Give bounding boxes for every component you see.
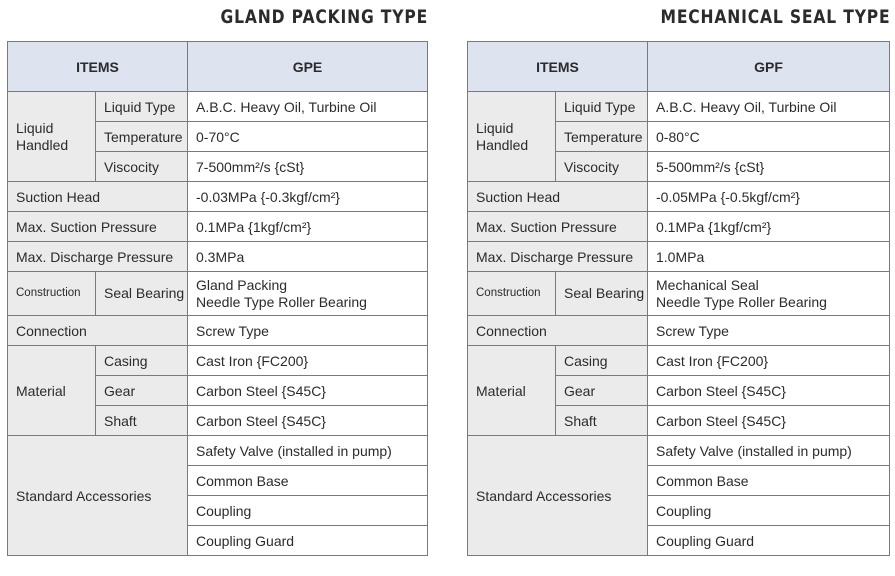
max-discharge-value: 0.3MPa bbox=[188, 242, 428, 272]
viscosity-label: Viscocity bbox=[556, 152, 648, 182]
items-header: ITEMS bbox=[8, 42, 188, 92]
table-row bbox=[468, 182, 890, 212]
table-row bbox=[468, 212, 890, 242]
spec-table bbox=[7, 41, 428, 556]
connection-label: Connection bbox=[8, 316, 188, 346]
table-row bbox=[468, 272, 890, 316]
viscosity-value: 7-500mm²/s {cSt} bbox=[188, 152, 428, 182]
max-suction-label: Max. Suction Pressure bbox=[8, 212, 188, 242]
max-suction-value: 0.1MPa {1kgf/cm²} bbox=[648, 212, 890, 242]
standard-accessories-label: Standard Accessories bbox=[468, 436, 648, 556]
material-label: Material bbox=[468, 346, 556, 436]
table-row bbox=[8, 436, 428, 466]
table-heading: MECHANICAL SEAL TYPE bbox=[659, 6, 890, 28]
bearing-value: Needle Type Roller Bearing bbox=[196, 293, 367, 310]
accessory-item: Coupling Guard bbox=[188, 526, 428, 556]
table-heading: GLAND PACKING TYPE bbox=[220, 6, 428, 28]
shaft-value: Carbon Steel {S45C} bbox=[188, 406, 428, 436]
temperature-label: Temperature bbox=[556, 122, 648, 152]
liquid-handled-label: Liquid Handled bbox=[8, 92, 96, 182]
table-row bbox=[468, 92, 890, 122]
seal-bearing-label: Seal Bearing bbox=[96, 272, 188, 316]
table-row bbox=[8, 316, 428, 346]
model-header: GPF bbox=[648, 42, 890, 92]
seal-value: Mechanical Seal bbox=[656, 276, 759, 293]
table-row bbox=[468, 346, 890, 376]
model-header: GPE bbox=[188, 42, 428, 92]
max-discharge-value: 1.0MPa bbox=[648, 242, 890, 272]
gear-value: Carbon Steel {S45C} bbox=[188, 376, 428, 406]
casing-value: Cast Iron {FC200} bbox=[648, 346, 890, 376]
shaft-label: Shaft bbox=[96, 406, 188, 436]
temperature-value: 0-70°C bbox=[188, 122, 428, 152]
accessory-item: Common Base bbox=[188, 466, 428, 496]
gear-label: Gear bbox=[556, 376, 648, 406]
connection-value: Screw Type bbox=[648, 316, 890, 346]
suction-head-label: Suction Head bbox=[8, 182, 188, 212]
casing-value: Cast Iron {FC200} bbox=[188, 346, 428, 376]
seal-bearing-value bbox=[188, 272, 428, 316]
accessory-item: Safety Valve (installed in pump) bbox=[188, 436, 428, 466]
seal-bearing-label: Seal Bearing bbox=[556, 272, 648, 316]
viscosity-value: 5-500mm²/s {cSt} bbox=[648, 152, 890, 182]
table-row bbox=[468, 316, 890, 346]
gear-label: Gear bbox=[96, 376, 188, 406]
temperature-value: 0-80°C bbox=[648, 122, 890, 152]
liquid-type-value: A.B.C. Heavy Oil, Turbine Oil bbox=[648, 92, 890, 122]
table-row bbox=[8, 346, 428, 376]
accessory-item: Coupling bbox=[188, 496, 428, 526]
header-row bbox=[468, 42, 890, 92]
table-row bbox=[8, 272, 428, 316]
suction-head-label: Suction Head bbox=[468, 182, 648, 212]
temperature-label: Temperature bbox=[96, 122, 188, 152]
construction-label: Construction bbox=[8, 272, 96, 316]
table-row bbox=[8, 92, 428, 122]
accessory-item: Coupling Guard bbox=[648, 526, 890, 556]
seal-bearing-value bbox=[648, 272, 890, 316]
liquid-type-value: A.B.C. Heavy Oil, Turbine Oil bbox=[188, 92, 428, 122]
header-row bbox=[8, 42, 428, 92]
table-row bbox=[8, 242, 428, 272]
spec-table bbox=[467, 41, 890, 556]
connection-label: Connection bbox=[468, 316, 648, 346]
liquid-type-label: Liquid Type bbox=[96, 92, 188, 122]
max-discharge-label: Max. Discharge Pressure bbox=[468, 242, 648, 272]
accessory-item: Coupling bbox=[648, 496, 890, 526]
shaft-value: Carbon Steel {S45C} bbox=[648, 406, 890, 436]
suction-head-value: -0.03MPa {-0.3kgf/cm²} bbox=[188, 182, 428, 212]
material-label: Material bbox=[8, 346, 96, 436]
casing-label: Casing bbox=[556, 346, 648, 376]
connection-value: Screw Type bbox=[188, 316, 428, 346]
table-row bbox=[468, 436, 890, 466]
accessory-item: Safety Valve (installed in pump) bbox=[648, 436, 890, 466]
construction-label: Construction bbox=[468, 272, 556, 316]
viscosity-label: Viscocity bbox=[96, 152, 188, 182]
liquid-handled-label: Liquid Handled bbox=[468, 92, 556, 182]
table-row bbox=[468, 242, 890, 272]
liquid-type-label: Liquid Type bbox=[556, 92, 648, 122]
table-row bbox=[8, 212, 428, 242]
casing-label: Casing bbox=[96, 346, 188, 376]
bearing-value: Needle Type Roller Bearing bbox=[656, 293, 827, 310]
max-suction-label: Max. Suction Pressure bbox=[468, 212, 648, 242]
shaft-label: Shaft bbox=[556, 406, 648, 436]
items-header: ITEMS bbox=[468, 42, 648, 92]
accessory-item: Common Base bbox=[648, 466, 890, 496]
gear-value: Carbon Steel {S45C} bbox=[648, 376, 890, 406]
max-discharge-label: Max. Discharge Pressure bbox=[8, 242, 188, 272]
seal-value: Gland Packing bbox=[196, 276, 288, 293]
max-suction-value: 0.1MPa {1kgf/cm²} bbox=[188, 212, 428, 242]
table-row bbox=[8, 182, 428, 212]
suction-head-value: -0.05MPa {-0.5kgf/cm²} bbox=[648, 182, 890, 212]
standard-accessories-label: Standard Accessories bbox=[8, 436, 188, 556]
